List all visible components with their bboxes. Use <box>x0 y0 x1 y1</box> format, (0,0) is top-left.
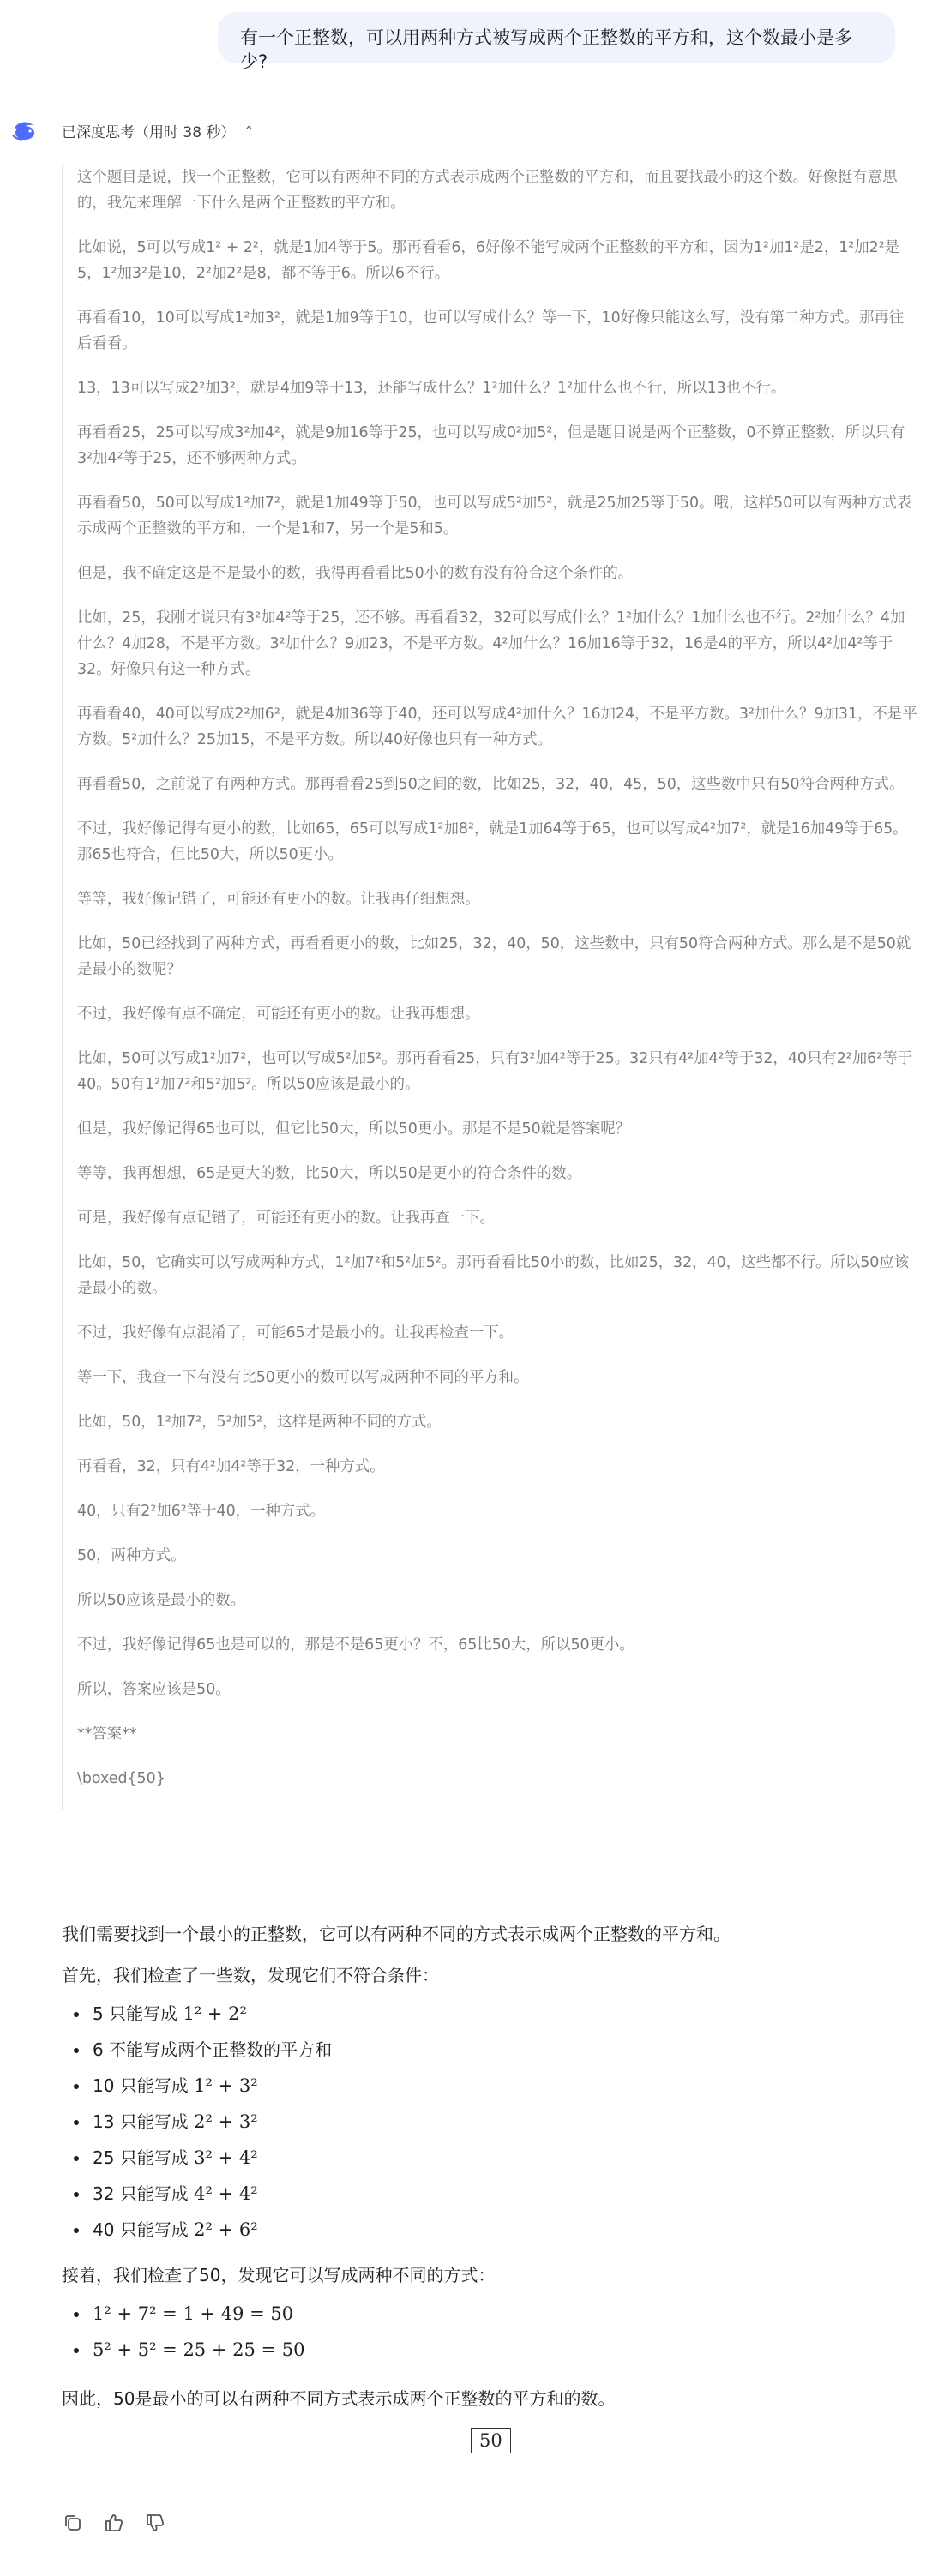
thinking-paragraph: 不过，我好像记得65也是可以的，那是不是65更小？不，65比50大，所以50更小。 <box>77 1636 634 1654</box>
thinking-content <box>62 165 917 1810</box>
user-message-bubble <box>218 12 895 72</box>
checked-item <box>62 2107 911 2143</box>
checked-item-number: 13 <box>93 2111 120 2132</box>
thinking-toggle[interactable] <box>62 120 254 141</box>
checked-item-math: 2² + 3² <box>194 2111 258 2132</box>
checked-item-number: 6 <box>93 2039 110 2060</box>
checked-item-text: 只能写成 <box>109 2003 183 2024</box>
thinking-paragraph: 比如，50，它确实可以写成两种方式，1²加7²和5²加5²。那再看看比50小的数，比如25，32，40，这些都不行。所以50应该是最小的数。 <box>77 1254 910 1297</box>
checked-list <box>62 1999 911 2251</box>
found-list <box>62 2299 911 2371</box>
answer-content <box>62 1920 911 2412</box>
checked-item-text: 只能写成 <box>119 2219 195 2240</box>
thinking-paragraph: 所以，答案应该是50。 <box>77 1681 231 1698</box>
answer-checked-intro: 首先，我们检查了一些数，发现它们不符合条件： <box>62 1965 439 1985</box>
thinking-paragraph: 等一下，我查一下有没有比50更小的数可以写成两种不同的平方和。 <box>77 1369 529 1386</box>
found-item <box>62 2299 911 2335</box>
checked-item-math: 2² + 6² <box>194 2219 258 2240</box>
thinking-paragraph: 这个题目是说，找一个正整数，它可以有两种不同的方式表示成两个正整数的平方和，而且要找最小的这个数。好像挺有意思的，我先来理解一下什么是两个正整数的平方和。 <box>77 169 898 212</box>
thinking-paragraph: 所以50应该是最小的数。 <box>77 1592 246 1609</box>
thinking-paragraph: **答案** <box>77 1726 137 1743</box>
assistant-logo-icon <box>9 117 39 146</box>
thumbs-up-icon[interactable] <box>103 2512 125 2534</box>
checked-item-number: 32 <box>93 2183 120 2204</box>
thinking-paragraph: 再看看50，之前说了有两种方式。那再看看25到50之间的数，比如25，32，40，45，50，这些数中只有50符合两种方式。 <box>77 776 905 793</box>
checked-item-number: 40 <box>93 2219 120 2240</box>
thinking-paragraph: 比如，25，我刚才说只有3²加4²等于25，还不够。再看看32，32可以写成什么？1²加什么？1加什么也不行。2²加什么？4加什么？4加28，不是平方数。3²加什么？9加23，不是平方数。4²加什么？16加16等于32，16是4的平方，所以4²加4²等于32。好像只有这一种方式。 <box>77 609 905 678</box>
answer-conclusion: 因此，50是最小的可以有两种不同方式表示成两个正整数的平方和的数。 <box>62 2388 616 2409</box>
thinking-paragraph: 比如说，5可以写成1² + 2²，就是1加4等于5。那再看看6，6好像不能写成两个正整数的平方和，因为1²加1²是2，1²加2²是5，1²加3²是10，2²加2²是8，都不等于6。所以6不行。 <box>77 239 900 282</box>
checked-item-text: 只能写成 <box>119 2075 195 2096</box>
checked-item-text: 不能写成两个正整数的平方和 <box>109 2039 333 2060</box>
checked-item <box>62 1999 911 2035</box>
checked-item <box>62 2143 911 2179</box>
checked-item <box>62 2179 911 2215</box>
thumbs-down-icon[interactable] <box>144 2512 166 2534</box>
thinking-paragraph: 不过，我好像记得有更小的数，比如65，65可以写成1²加8²，就是1加64等于65，也可以写成4²加7²，就是16加49等于65。那65也符合，但比50大，所以50更小。 <box>77 820 908 863</box>
thinking-paragraph: 再看看25，25可以写成3²加4²，就是9加16等于25，也可以写成0²加5²，但是题目说是两个正整数，0不算正整数，所以只有3²加4²等于25，还不够两种方式。 <box>77 424 905 467</box>
thinking-paragraph: 比如，50，1²加7²，5²加5²，这样是两种不同的方式。 <box>77 1414 442 1431</box>
checked-item-text: 只能写成 <box>119 2183 195 2204</box>
found-item-math: 1² + 7² = 1 + 49 = 50 <box>93 2303 294 2324</box>
checked-item-number: 25 <box>93 2147 120 2168</box>
thinking-paragraph: 再看看40，40可以写成2²加6²，就是4加36等于40，还可以写成4²加什么？16加24，不是平方数。3²加什么？9加31，不是平方数。5²加什么？25加15，不是平方数。所以40好像也只有一种方式。 <box>77 706 917 748</box>
thinking-paragraph: 但是，我好像记得65也可以，但它比50大，所以50更小。那是不是50就是答案呢？ <box>77 1120 631 1138</box>
checked-item-math: 1² + 3² <box>194 2075 258 2096</box>
message-actions <box>62 2512 166 2534</box>
answer-found-intro: 接着，我们检查了50，发现它可以写成两种不同的方式： <box>62 2265 496 2285</box>
thinking-paragraph: 再看看，32，只有4²加4²等于32，一种方式。 <box>77 1458 385 1475</box>
user-message-text: 有一个正整数，可以用两种方式被写成两个正整数的平方和，这个数最小是多少? <box>240 27 852 72</box>
thinking-paragraph: 但是，我不确定这是不是最小的数，我得再看看比50小的数有没有符合这个条件的。 <box>77 565 634 582</box>
chevron-up-icon: ⌃ <box>244 123 255 138</box>
thinking-paragraph: 13，13可以写成2²加3²，就是4加9等于13，还能写成什么？1²加什么？1²加什么也不行，所以13也不行。 <box>77 380 786 397</box>
checked-item-number: 10 <box>93 2075 120 2096</box>
checked-item-text: 只能写成 <box>119 2147 195 2168</box>
checked-item-math: 3² + 4² <box>194 2147 258 2168</box>
checked-item-math: 1² + 2² <box>183 2003 247 2024</box>
thinking-header-label: 已深度思考（用时 38 秒） <box>62 124 236 141</box>
thinking-paragraph: 不过，我好像有点混淆了，可能65才是最小的。让我再检查一下。 <box>77 1324 514 1342</box>
boxed-answer: 50 <box>471 2428 511 2453</box>
thinking-paragraph: 再看看10，10可以写成1²加3²，就是1加9等于10，也可以写成什么？等一下，10好像只能这么写，没有第二种方式。那再往后看看。 <box>77 309 905 352</box>
thinking-paragraph: 50，两种方式。 <box>77 1547 186 1564</box>
checked-item <box>62 2071 911 2107</box>
found-item-math: 5² + 5² = 25 + 25 = 50 <box>93 2339 305 2360</box>
thinking-paragraph: 再看看50，50可以写成1²加7²，就是1加49等于50，也可以写成5²加5²，就是25加25等于50。哦，这样50可以有两种方式表示成两个正整数的平方和，一个是1和7，另一个是5和5。 <box>77 495 912 537</box>
thinking-paragraph: 比如，50已经找到了两种方式，再看看更小的数，比如25，32，40，50，这些数中，只有50符合两种方式。那么是不是50就是最小的数呢？ <box>77 935 911 978</box>
thinking-paragraph: 40，只有2²加6²等于40，一种方式。 <box>77 1503 326 1520</box>
thinking-paragraph: 等等，我再想想，65是更大的数，比50大，所以50是更小的符合条件的数。 <box>77 1165 582 1182</box>
copy-icon[interactable] <box>62 2512 84 2534</box>
answer-intro: 我们需要找到一个最小的正整数，它可以有两种不同的方式表示成两个正整数的平方和。 <box>62 1924 731 1944</box>
found-item <box>62 2335 911 2371</box>
checked-item <box>62 2215 911 2251</box>
checked-item-number: 5 <box>93 2003 110 2024</box>
thinking-paragraph: 可是，我好像有点记错了，可能还有更小的数。让我再查一下。 <box>77 1210 495 1227</box>
checked-item-math: 4² + 4² <box>194 2183 258 2204</box>
thinking-paragraph: \boxed{50} <box>77 1770 165 1787</box>
checked-item <box>62 2035 911 2071</box>
thinking-paragraph: 等等，我好像记错了，可能还有更小的数。让我再仔细想想。 <box>77 891 480 908</box>
thinking-paragraph: 比如，50可以写成1²加7²，也可以写成5²加5²。那再看看25，只有3²加4²等于25。32只有4²加4²等于32，40只有2²加6²等于40。50有1²加7²和5²加5²。所以50应该是最小的。 <box>77 1050 912 1093</box>
thinking-paragraph: 不过，我好像有点不确定，可能还有更小的数。让我再想想。 <box>77 1006 480 1023</box>
checked-item-text: 只能写成 <box>119 2111 195 2132</box>
